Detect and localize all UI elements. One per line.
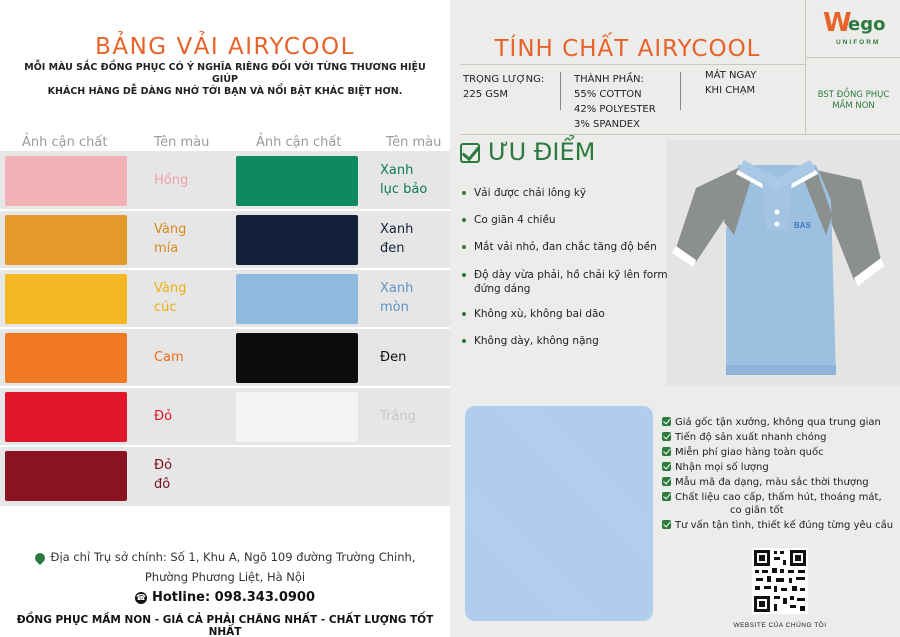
qr-code-icon <box>752 548 808 614</box>
color-swatch <box>236 215 358 265</box>
row-divider <box>0 209 450 211</box>
advantage-text: Co giãn 4 chiều <box>474 214 556 226</box>
color-name-line-1: Đỏ <box>154 458 173 473</box>
color-name <box>154 348 184 367</box>
color-name-line-2: mía <box>154 241 179 256</box>
check-icon <box>662 432 671 441</box>
benefit-item <box>662 491 894 517</box>
color-name-line-1: Trắng <box>380 409 416 424</box>
check-icon <box>662 462 671 471</box>
advantage-text: Mắt vải nhỏ, đan chắc tăng độ bền <box>474 241 657 253</box>
feel-line-1: MÁT NGAY <box>705 70 757 81</box>
benefit-text: Mẫu mã đa dạng, màu sắc thời thượng <box>675 477 869 488</box>
advantage-text: Không xù, không bai dão <box>474 308 605 320</box>
color-name-line-1: Cam <box>154 350 184 365</box>
benefit-text: Miễn phí giao hàng toàn quốc <box>675 447 824 458</box>
collection-line-2: MẦM NON <box>832 101 875 111</box>
hotline-text: Hotline: 098.343.0900 <box>151 590 316 605</box>
address-line-1: Địa chỉ Trụ sở chính: Số 1, Khu A, Ngõ 109 đường Trường Chinh, <box>50 550 416 564</box>
color-name-line-1: Đen <box>380 350 407 365</box>
color-name <box>380 407 416 426</box>
fabric-closeup-image <box>465 406 653 621</box>
polo-shirt-image <box>666 140 900 386</box>
logo-w: W <box>823 8 852 38</box>
spec-divider-1 <box>560 72 561 110</box>
col-header-name-right: Tên màu <box>386 135 442 150</box>
benefit-text: Tư vấn tận tình, thiết kế đúng từng yêu cầu <box>675 520 894 531</box>
color-swatch <box>236 333 358 383</box>
color-name-line-1: Vàng <box>154 281 187 296</box>
benefit-item <box>662 476 894 489</box>
benefit-item <box>662 461 894 474</box>
check-icon <box>662 520 671 529</box>
benefit-item <box>662 446 894 459</box>
logo-uniform: UNIFORM <box>836 39 881 46</box>
advantage-item <box>462 186 672 200</box>
color-swatch <box>5 451 127 501</box>
collection-line-1: BST ĐỒNG PHỤC <box>817 90 890 100</box>
collection-label <box>805 58 900 135</box>
check-icon <box>662 477 671 486</box>
advantage-item <box>462 213 672 227</box>
composition-3: 3% SPANDEX <box>574 119 640 130</box>
color-name-line-2: cúc <box>154 300 177 315</box>
check-icon <box>662 492 671 501</box>
advantage-item <box>462 334 672 348</box>
benefit-text-2: co giãn tốt <box>730 505 784 516</box>
color-name-line-2: đô <box>154 477 171 492</box>
weight-spec <box>463 72 544 102</box>
color-name <box>154 171 188 190</box>
advantage-item <box>462 240 672 254</box>
check-icon <box>662 417 671 426</box>
color-name <box>154 279 186 317</box>
fabric-table-title: BẢNG VẢI AIRYCOOL <box>95 34 355 60</box>
color-name-line-1: Đỏ <box>154 409 173 424</box>
color-swatch <box>5 333 127 383</box>
color-swatch <box>5 274 127 324</box>
color-name <box>380 161 427 199</box>
slogan: ĐỒNG PHỤC MẦM NON - GIÁ CẢ PHẢI CHĂNG NHẤT - CHẤT LƯỢNG TỐT NHẤT <box>16 614 434 637</box>
weight-label: TRỌNG LƯỢNG: <box>463 74 545 85</box>
fabric-properties-panel <box>450 0 900 637</box>
subtitle-line-2: KHÁCH HÀNG DỄ DÀNG NHỚ TỚI BẠN VÀ NỔI BẬT KHÁC BIỆT HƠN. <box>47 86 403 97</box>
benefit-text: Chất liệu cao cấp, thấm hút, thoáng mát, <box>675 492 882 503</box>
color-name-line-2: lục bảo <box>380 182 428 197</box>
benefit-text: Nhận mọi số lượng <box>675 462 769 473</box>
spec-divider-top <box>460 64 805 65</box>
polo-shirt-icon <box>666 140 900 386</box>
color-name-line-2: mòn <box>380 300 409 315</box>
weight-value: 225 GSM <box>463 89 508 100</box>
check-icon <box>662 447 671 456</box>
advantage-text: Vải được chải lông kỹ <box>474 187 587 199</box>
row-divider <box>0 386 450 388</box>
shirt-logo: BAS <box>794 221 811 230</box>
col-header-photo-right: Ảnh cận chất <box>256 135 342 150</box>
feel-line-2: KHI CHẠM <box>705 85 756 96</box>
qr-caption: WEBSITE CỦA CHÚNG TÔI <box>733 622 827 629</box>
benefit-text: Giá gốc tận xưởng, không qua trung gian <box>675 417 881 428</box>
composition-1: 55% COTTON <box>574 89 642 100</box>
address <box>0 546 450 568</box>
checkmark-icon <box>460 143 480 163</box>
phone-icon: ☎ <box>135 592 146 602</box>
color-name <box>154 220 186 258</box>
color-name-line-1: Xanh <box>380 281 414 296</box>
col-header-name-left: Tên màu <box>154 135 210 150</box>
color-swatch <box>5 392 127 442</box>
logo-ego: ego <box>848 14 886 35</box>
brand-logo <box>805 0 900 58</box>
composition-label: THÀNH PHẦN: <box>574 74 644 85</box>
color-name-line-1: Xanh <box>380 222 414 237</box>
color-swatch <box>236 392 358 442</box>
hotline <box>0 590 450 605</box>
advantage-text-2: đứng dáng <box>474 283 531 295</box>
subtitle-line-1: MỖI MÀU SẮC ĐỒNG PHỤC CÓ Ý NGHĨA RIÊNG ĐỐI VỚI TỪNG THƯƠNG HIỆU GIÚP <box>24 62 426 85</box>
color-swatch <box>236 156 358 206</box>
benefit-item <box>662 416 894 429</box>
benefit-item <box>662 431 894 444</box>
color-name <box>380 348 406 367</box>
advantage-item <box>462 307 672 321</box>
feel-spec <box>705 68 756 98</box>
benefit-item <box>662 519 894 532</box>
color-name <box>380 220 413 258</box>
color-swatch <box>5 215 127 265</box>
benefit-text: Tiến độ sản xuất nhanh chóng <box>675 432 827 443</box>
color-name <box>380 279 413 317</box>
color-name-line-1: Hồng <box>154 173 189 188</box>
advantage-item <box>462 268 672 296</box>
color-swatch <box>5 156 127 206</box>
color-name <box>154 407 172 426</box>
properties-title: TÍNH CHẤT AIRYCOOL <box>494 36 761 62</box>
advantage-text: Không dày, không nặng <box>474 335 599 347</box>
color-name <box>154 456 172 494</box>
spec-divider-2 <box>680 72 681 110</box>
advantage-text: Độ dày vừa phải, hồ chải kỹ lên form <box>474 269 668 281</box>
color-name-line-2: đen <box>380 241 405 256</box>
row-divider <box>0 327 450 329</box>
location-pin-icon <box>32 550 46 564</box>
row-divider <box>0 268 450 270</box>
color-name-line-1: Xanh <box>380 163 414 178</box>
address-line-2: Phường Phương Liệt, Hà Nội <box>144 570 306 584</box>
color-swatch <box>236 274 358 324</box>
spec-divider-bottom <box>460 134 805 135</box>
advantages-title: ƯU ĐIỂM <box>488 138 596 166</box>
composition-spec <box>574 72 656 132</box>
fabric-table-subtitle <box>20 62 430 98</box>
row-divider <box>0 445 450 447</box>
color-name-line-1: Vàng <box>154 222 187 237</box>
col-header-photo-left: Ảnh cận chất <box>22 135 108 150</box>
composition-2: 42% POLYESTER <box>574 104 656 115</box>
